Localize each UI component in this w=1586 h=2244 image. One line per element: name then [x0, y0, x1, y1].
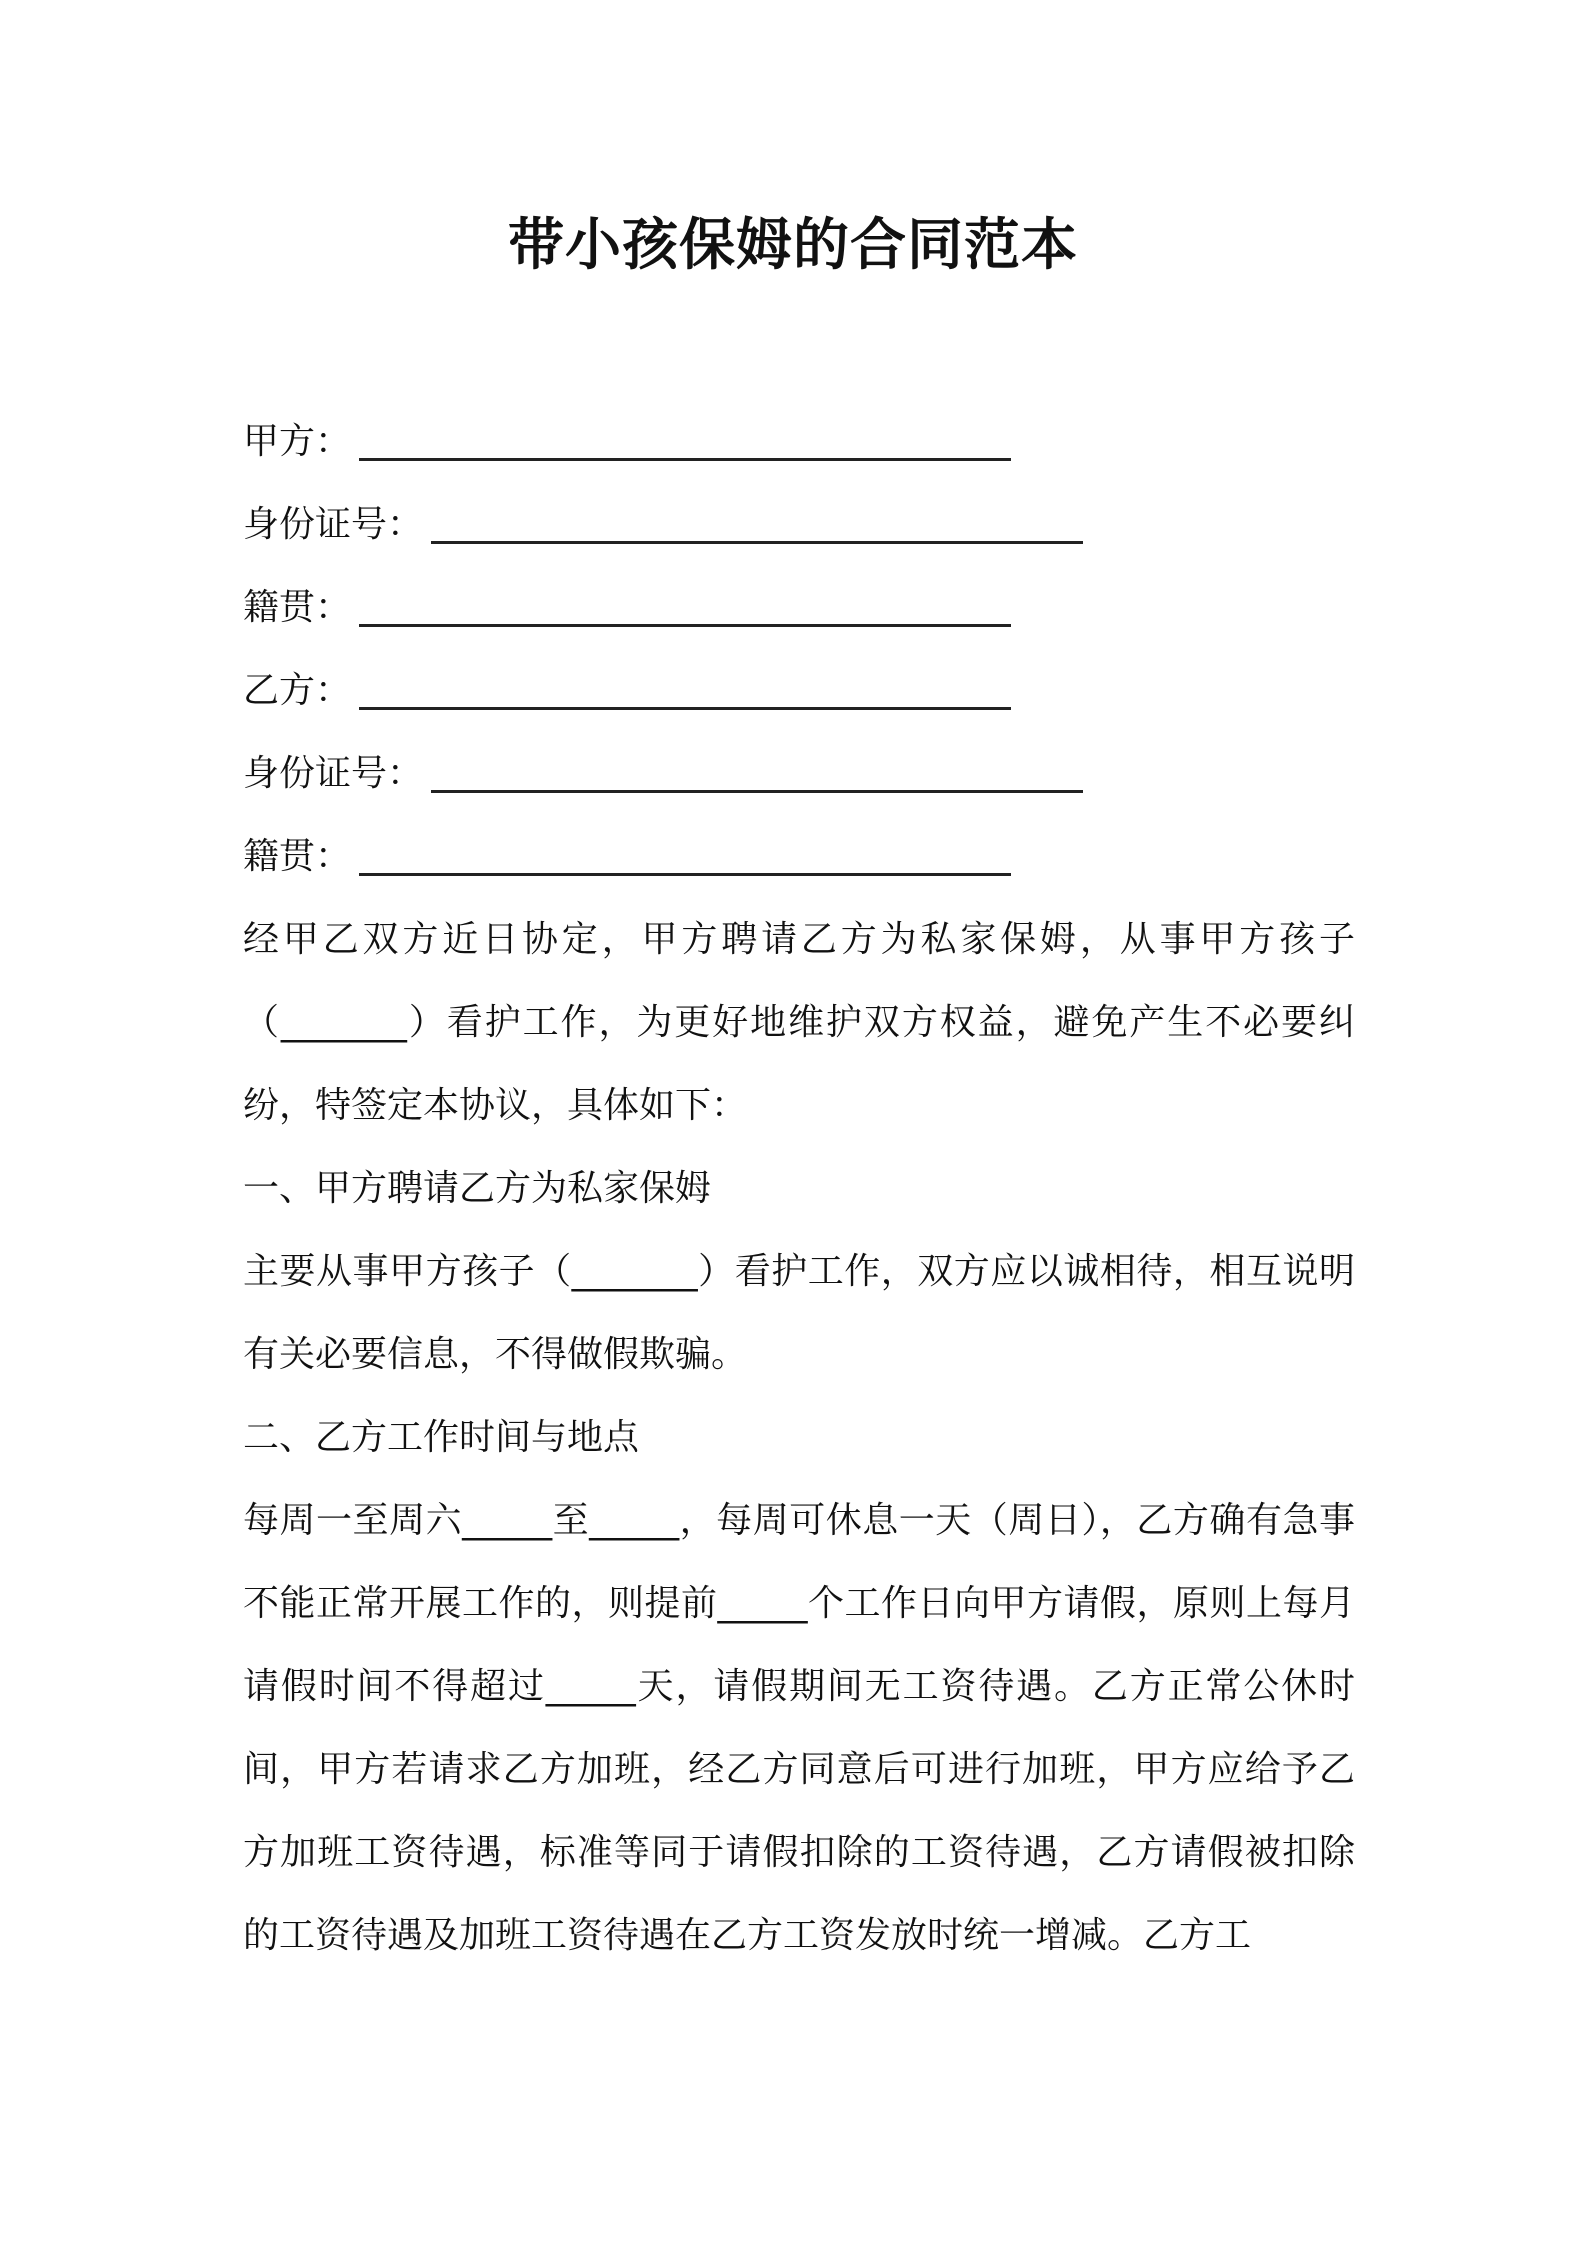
section-2-heading: 二、乙方工作时间与地点 [243, 1417, 640, 1458]
party-a-name-label: 甲方： [243, 421, 352, 462]
party-a-name-blank [359, 414, 1011, 461]
party-b-name-row [243, 649, 1355, 732]
section-1-heading: 一、甲方聘请乙方为私家保姆 [243, 1168, 712, 1209]
party-a-origin-blank [359, 580, 1011, 627]
party-a-origin-label: 籍贯： [243, 587, 352, 628]
party-b-origin-blank [359, 829, 1011, 876]
section-2-body: 每周一至周六_____至_____，每周可休息一天（周日），乙方确有急事不能正常开展工作的，则提前_____个工作日向甲方请假，原则上每月请假时间不得超过_____天，请假期间无工资待遇。乙方正常公休时间，甲方若请求乙方加班，经乙方同意后可进行加班，甲方应给予乙方加班工资待遇，标准等同于请假扣除的工资待遇，乙方请假被扣除的工资待遇及加班工资待遇在乙方工资发放时统一增减。乙方工 [243, 1500, 1355, 1956]
document-title: 带小孩保姆的合同范本 [508, 213, 1078, 278]
party-b-origin-row [243, 815, 1355, 898]
party-b-origin-label: 籍贯： [243, 836, 352, 877]
party-a-origin-row [243, 566, 1355, 649]
party-a-name-row [243, 400, 1355, 483]
party-a-id-label: 身份证号： [243, 504, 424, 545]
party-b-id-label: 身份证号： [243, 753, 424, 794]
intro-paragraph: 经甲乙双方近日协定，甲方聘请乙方为私家保姆，从事甲方孩子（_______）看护工作，为更好地维护双方权益，避免产生不必要纠纷，特签定本协议，具体如下： [243, 919, 1355, 1126]
party-a-id-blank [431, 497, 1083, 544]
party-b-name-blank [359, 663, 1011, 710]
section-1-body: 主要从事甲方孩子（_______）看护工作，双方应以诚相待，相互说明有关必要信息，不得做假欺骗。 [243, 1251, 1355, 1375]
party-a-id-row [243, 483, 1355, 566]
party-b-name-label: 乙方： [243, 670, 352, 711]
document-content [243, 400, 1355, 1977]
party-b-id-row [243, 732, 1355, 815]
party-b-id-blank [431, 746, 1083, 793]
